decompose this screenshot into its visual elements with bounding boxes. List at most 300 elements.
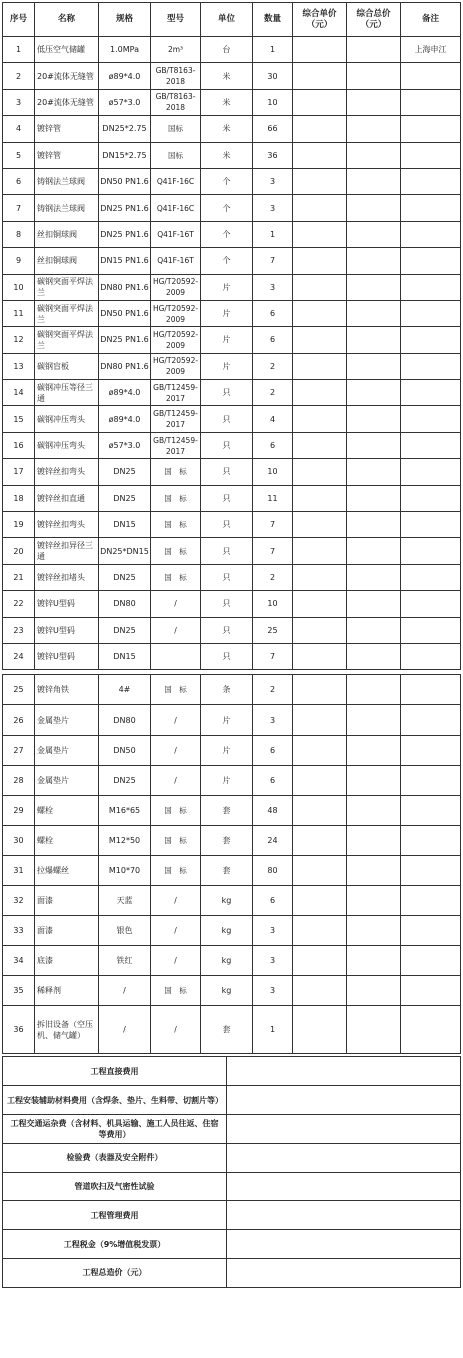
cell-total-price [347, 735, 401, 765]
cell-unit-price [293, 765, 347, 795]
summary-row [3, 1201, 461, 1230]
cell-unit: 片 [201, 765, 253, 795]
table-row [3, 353, 461, 379]
cell-total-price [347, 976, 401, 1006]
cell-name: 螺栓 [35, 825, 99, 855]
cell-qty: 6 [253, 432, 293, 458]
cell-total-price [347, 63, 401, 89]
cell-unit-price [293, 485, 347, 511]
table-row [3, 274, 461, 300]
cell-no: 4 [3, 116, 35, 142]
cell-spec: 银色 [99, 916, 151, 946]
summary-label: 工程税金（9%增值税发票） [3, 1230, 227, 1259]
cell-note: 上海申江 [401, 37, 461, 63]
cell-unit-price [293, 300, 347, 326]
cell-qty: 1 [253, 37, 293, 63]
cell-total-price [347, 795, 401, 825]
table-row [3, 485, 461, 511]
header-name: 名称 [35, 3, 99, 37]
cell-qty: 24 [253, 825, 293, 855]
cell-spec: DN25*2.75 [99, 116, 151, 142]
table-row [3, 327, 461, 353]
cell-unit: kg [201, 946, 253, 976]
cell-name: 螺栓 [35, 795, 99, 825]
cell-unit: 套 [201, 825, 253, 855]
cell-no: 15 [3, 406, 35, 432]
cell-no: 10 [3, 274, 35, 300]
cell-note [401, 89, 461, 115]
cell-spec: DN50 PN1.6 [99, 300, 151, 326]
cell-no: 21 [3, 564, 35, 590]
header-spec: 规格 [99, 3, 151, 37]
table-row [3, 617, 461, 643]
cell-unit-price [293, 116, 347, 142]
cell-note [401, 380, 461, 406]
cell-total-price [347, 89, 401, 115]
table-row [3, 886, 461, 916]
cell-total-price [347, 327, 401, 353]
cell-qty: 7 [253, 512, 293, 538]
cell-spec: ø89*4.0 [99, 380, 151, 406]
cell-note [401, 406, 461, 432]
cell-no: 30 [3, 825, 35, 855]
cell-unit: 套 [201, 855, 253, 885]
cell-spec: DN25 [99, 765, 151, 795]
table-row [3, 406, 461, 432]
cell-unit-price [293, 591, 347, 617]
cell-spec: DN15 PN1.6 [99, 248, 151, 274]
cell-no: 31 [3, 855, 35, 885]
cell-total-price [347, 564, 401, 590]
cell-model: / [151, 1006, 201, 1054]
summary-value [227, 1143, 461, 1172]
summary-label: 工程直接费用 [3, 1057, 227, 1086]
cell-unit: 只 [201, 459, 253, 485]
cell-no: 32 [3, 886, 35, 916]
cell-no: 8 [3, 221, 35, 247]
cell-qty: 7 [253, 248, 293, 274]
cell-name: 丝扣铜球阀 [35, 221, 99, 247]
cell-unit: 个 [201, 248, 253, 274]
summary-row [3, 1230, 461, 1259]
cell-qty: 6 [253, 735, 293, 765]
cell-name: 碳钢突面平焊法兰 [35, 300, 99, 326]
cell-unit-price [293, 735, 347, 765]
cell-unit: kg [201, 886, 253, 916]
cell-model: 国 标 [151, 675, 201, 705]
header-unit-price: 综合单价（元） [293, 3, 347, 37]
cell-total-price [347, 432, 401, 458]
cell-total-price [347, 300, 401, 326]
table-row [3, 946, 461, 976]
cell-qty: 3 [253, 195, 293, 221]
cell-name: 镀锌角铁 [35, 675, 99, 705]
cell-model: GB/T12459-2017 [151, 406, 201, 432]
summary-label: 工程管理费用 [3, 1201, 227, 1230]
cell-model: / [151, 916, 201, 946]
cell-qty: 66 [253, 116, 293, 142]
cell-unit-price [293, 195, 347, 221]
cell-name: 镀锌丝扣弯头 [35, 512, 99, 538]
cell-spec: 4# [99, 675, 151, 705]
cell-spec: DN80 PN1.6 [99, 274, 151, 300]
summary-row [3, 1057, 461, 1086]
cell-qty: 6 [253, 300, 293, 326]
cell-unit: 片 [201, 705, 253, 735]
cell-no: 24 [3, 643, 35, 669]
cell-name: 镀锌丝扣异径三通 [35, 538, 99, 564]
cell-no: 5 [3, 142, 35, 168]
cell-note [401, 195, 461, 221]
table-row [3, 512, 461, 538]
cell-spec: DN25*DN15 [99, 538, 151, 564]
cell-model: / [151, 735, 201, 765]
cell-no: 18 [3, 485, 35, 511]
cell-model: / [151, 946, 201, 976]
cell-unit: kg [201, 916, 253, 946]
cell-note [401, 643, 461, 669]
cell-name: 拉爆螺丝 [35, 855, 99, 885]
cell-model: / [151, 705, 201, 735]
cell-name: 镀锌U型码 [35, 591, 99, 617]
cell-unit-price [293, 142, 347, 168]
cell-note [401, 116, 461, 142]
cell-note [401, 327, 461, 353]
cell-unit-price [293, 643, 347, 669]
cell-name: 金属垫片 [35, 735, 99, 765]
table-row [3, 855, 461, 885]
cell-no: 35 [3, 976, 35, 1006]
cell-total-price [347, 116, 401, 142]
cell-unit-price [293, 855, 347, 885]
cell-note [401, 1006, 461, 1054]
materials-table-part2 [2, 674, 461, 1054]
cell-model: 国标 [151, 116, 201, 142]
cell-spec: ø89*4.0 [99, 406, 151, 432]
cell-qty: 2 [253, 353, 293, 379]
table-row [3, 591, 461, 617]
cell-qty: 10 [253, 89, 293, 115]
cell-unit: 条 [201, 675, 253, 705]
cell-no: 23 [3, 617, 35, 643]
cell-note [401, 765, 461, 795]
cell-total-price [347, 142, 401, 168]
cell-unit-price [293, 825, 347, 855]
cell-spec: DN25 PN1.6 [99, 327, 151, 353]
cell-total-price [347, 353, 401, 379]
cell-unit: 套 [201, 795, 253, 825]
cell-unit-price [293, 221, 347, 247]
cell-note [401, 825, 461, 855]
cell-qty: 7 [253, 538, 293, 564]
cell-qty: 48 [253, 795, 293, 825]
cell-note [401, 564, 461, 590]
cell-spec: DN25 PN1.6 [99, 221, 151, 247]
table-row [3, 765, 461, 795]
cell-name: 底漆 [35, 946, 99, 976]
cell-no: 22 [3, 591, 35, 617]
cell-unit: 片 [201, 353, 253, 379]
summary-value [227, 1172, 461, 1201]
cell-unit-price [293, 327, 347, 353]
cell-unit: 米 [201, 89, 253, 115]
cell-total-price [347, 221, 401, 247]
table-row [3, 705, 461, 735]
cell-model: Q41F-16C [151, 195, 201, 221]
cell-unit: 米 [201, 142, 253, 168]
table-row [3, 643, 461, 669]
cell-note [401, 795, 461, 825]
cell-unit-price [293, 168, 347, 194]
cell-total-price [347, 591, 401, 617]
cell-note [401, 168, 461, 194]
cell-model: GB/T12459-2017 [151, 380, 201, 406]
cell-unit-price [293, 512, 347, 538]
cell-spec: 铁红 [99, 946, 151, 976]
cell-unit: 片 [201, 735, 253, 765]
cell-total-price [347, 168, 401, 194]
cell-no: 16 [3, 432, 35, 458]
cell-qty: 30 [253, 63, 293, 89]
table-row [3, 63, 461, 89]
cell-spec: DN80 [99, 705, 151, 735]
cell-name: 碳钢冲压弯头 [35, 432, 99, 458]
header-qty: 数量 [253, 3, 293, 37]
table-row [3, 432, 461, 458]
cell-model: / [151, 765, 201, 795]
cell-unit-price [293, 37, 347, 63]
header-unit: 单位 [201, 3, 253, 37]
cell-note [401, 946, 461, 976]
cell-model: GB/T12459-2017 [151, 432, 201, 458]
cell-unit: kg [201, 976, 253, 1006]
cell-model: Q41F-16T [151, 248, 201, 274]
cell-model: 国 标 [151, 825, 201, 855]
cell-note [401, 142, 461, 168]
cell-name: 金属垫片 [35, 705, 99, 735]
table-row [3, 248, 461, 274]
cell-unit-price [293, 89, 347, 115]
cell-name: 20#流体无缝管 [35, 63, 99, 89]
cell-model: 国 标 [151, 976, 201, 1006]
cell-model: 国 标 [151, 538, 201, 564]
cell-note [401, 591, 461, 617]
cell-no: 25 [3, 675, 35, 705]
cell-model: HG/T20592-2009 [151, 300, 201, 326]
cell-qty: 6 [253, 765, 293, 795]
cell-qty: 6 [253, 886, 293, 916]
cell-qty: 1 [253, 1006, 293, 1054]
cell-spec: ø57*3.0 [99, 89, 151, 115]
cell-qty: 1 [253, 221, 293, 247]
summary-label: 工程交通运杂费（含材料、机具运输、施工人员往返、住宿等费用） [3, 1115, 227, 1144]
cell-unit: 片 [201, 327, 253, 353]
cell-qty: 2 [253, 380, 293, 406]
cell-model: Q41F-16C [151, 168, 201, 194]
cell-model: HG/T20592-2009 [151, 327, 201, 353]
summary-value [227, 1230, 461, 1259]
cell-name: 镀锌丝扣直通 [35, 485, 99, 511]
cell-unit-price [293, 564, 347, 590]
cell-qty: 2 [253, 675, 293, 705]
cell-no: 28 [3, 765, 35, 795]
cell-model: / [151, 591, 201, 617]
cell-unit: 只 [201, 564, 253, 590]
cell-total-price [347, 1006, 401, 1054]
cell-unit: 只 [201, 485, 253, 511]
cell-total-price [347, 459, 401, 485]
summary-label: 管道吹扫及气密性试验 [3, 1172, 227, 1201]
cell-name: 碳钢盲板 [35, 353, 99, 379]
cell-name: 镀锌丝扣堵头 [35, 564, 99, 590]
cell-unit: 片 [201, 300, 253, 326]
summary-row [3, 1086, 461, 1115]
cell-unit-price [293, 946, 347, 976]
cell-name: 镀锌管 [35, 116, 99, 142]
cell-spec: DN25 [99, 564, 151, 590]
cell-no: 9 [3, 248, 35, 274]
cell-name: 面漆 [35, 886, 99, 916]
cell-qty: 3 [253, 168, 293, 194]
cell-total-price [347, 916, 401, 946]
cell-model: 国 标 [151, 564, 201, 590]
cell-spec: DN25 [99, 485, 151, 511]
table-row [3, 116, 461, 142]
cell-unit-price [293, 406, 347, 432]
cell-qty: 11 [253, 485, 293, 511]
cell-no: 29 [3, 795, 35, 825]
cell-qty: 6 [253, 327, 293, 353]
cell-total-price [347, 195, 401, 221]
summary-row [3, 1143, 461, 1172]
cell-total-price [347, 248, 401, 274]
summary-label: 检验费（表器及安全附件） [3, 1143, 227, 1172]
summary-label: 工程总造价（元） [3, 1258, 227, 1287]
cell-note [401, 512, 461, 538]
cell-total-price [347, 675, 401, 705]
cell-note [401, 855, 461, 885]
table-row [3, 380, 461, 406]
cell-name: 镀锌U型码 [35, 617, 99, 643]
cell-unit-price [293, 274, 347, 300]
cell-qty: 3 [253, 705, 293, 735]
cell-unit-price [293, 916, 347, 946]
cell-qty: 25 [253, 617, 293, 643]
cell-model: 国 标 [151, 795, 201, 825]
cell-no: 34 [3, 946, 35, 976]
cell-no: 26 [3, 705, 35, 735]
cell-no: 7 [3, 195, 35, 221]
cell-spec: DN15 [99, 512, 151, 538]
cell-unit-price [293, 795, 347, 825]
cell-note [401, 432, 461, 458]
cell-note [401, 705, 461, 735]
cell-model: 国 标 [151, 485, 201, 511]
cell-spec: M12*50 [99, 825, 151, 855]
cell-model: 国 标 [151, 855, 201, 885]
header-total-price: 综合总价（元） [347, 3, 401, 37]
table-row [3, 795, 461, 825]
cell-total-price [347, 617, 401, 643]
cell-unit-price [293, 1006, 347, 1054]
cell-name: 碳钢冲压弯头 [35, 406, 99, 432]
table-row [3, 168, 461, 194]
cell-note [401, 353, 461, 379]
cell-unit: 套 [201, 1006, 253, 1054]
cell-spec: DN50 [99, 735, 151, 765]
cell-qty: 10 [253, 591, 293, 617]
cell-total-price [347, 855, 401, 885]
cell-unit: 个 [201, 195, 253, 221]
cell-name: 面漆 [35, 916, 99, 946]
table-row [3, 564, 461, 590]
cell-note [401, 735, 461, 765]
table-row [3, 142, 461, 168]
cell-no: 27 [3, 735, 35, 765]
cell-spec: M16*65 [99, 795, 151, 825]
summary-value [227, 1201, 461, 1230]
cell-model: GB/T8163-2018 [151, 63, 201, 89]
cell-unit: 只 [201, 538, 253, 564]
cell-total-price [347, 538, 401, 564]
cell-unit-price [293, 976, 347, 1006]
cell-unit-price [293, 380, 347, 406]
cell-spec: DN80 PN1.6 [99, 353, 151, 379]
cell-no: 19 [3, 512, 35, 538]
summary-value [227, 1115, 461, 1144]
cell-total-price [347, 643, 401, 669]
cell-note [401, 617, 461, 643]
cell-spec: / [99, 976, 151, 1006]
table-row [3, 459, 461, 485]
cell-note [401, 485, 461, 511]
table-row [3, 221, 461, 247]
table-row [3, 37, 461, 63]
cell-qty: 7 [253, 643, 293, 669]
cell-total-price [347, 512, 401, 538]
cell-name: 镀锌U型码 [35, 643, 99, 669]
cell-qty: 2 [253, 564, 293, 590]
cell-unit: 米 [201, 116, 253, 142]
cell-spec: DN50 PN1.6 [99, 168, 151, 194]
cell-no: 14 [3, 380, 35, 406]
cell-no: 6 [3, 168, 35, 194]
cell-spec: DN25 [99, 459, 151, 485]
cell-total-price [347, 485, 401, 511]
cell-spec: ø89*4.0 [99, 63, 151, 89]
cell-model: / [151, 617, 201, 643]
cell-name: 20#流体无缝管 [35, 89, 99, 115]
materials-table-part1 [2, 2, 461, 670]
header-model: 型号 [151, 3, 201, 37]
table-row [3, 825, 461, 855]
cell-spec: DN25 [99, 617, 151, 643]
cell-name: 铸钢法兰球阀 [35, 195, 99, 221]
table-row [3, 538, 461, 564]
cell-total-price [347, 406, 401, 432]
cell-note [401, 300, 461, 326]
cell-unit-price [293, 538, 347, 564]
cell-spec: 天蓝 [99, 886, 151, 916]
cell-name: 碳钢冲压等径三通 [35, 380, 99, 406]
cell-unit: 只 [201, 432, 253, 458]
cell-unit: 片 [201, 274, 253, 300]
cell-no: 36 [3, 1006, 35, 1054]
cell-note [401, 63, 461, 89]
cell-unit-price [293, 617, 347, 643]
cell-model: 2m³ [151, 37, 201, 63]
cell-name: 镀锌管 [35, 142, 99, 168]
